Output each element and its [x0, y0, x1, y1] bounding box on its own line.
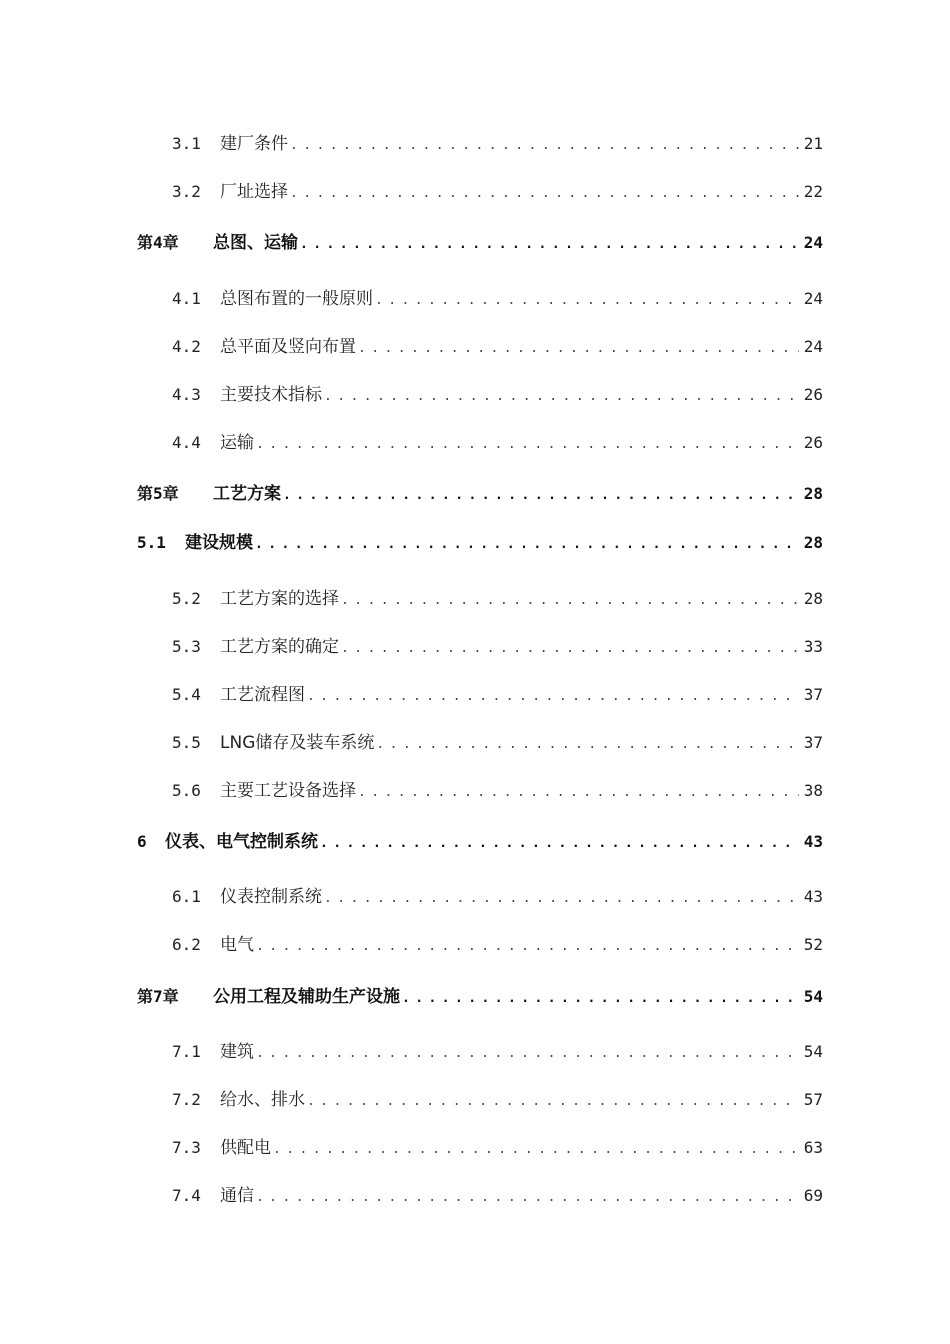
toc-chapter-entry[interactable]	[137, 482, 823, 506]
dot-leader	[320, 832, 799, 856]
toc-section-entry[interactable]	[137, 531, 823, 555]
dot-leader	[256, 1186, 799, 1210]
toc-entry-page: 69	[803, 1186, 823, 1205]
dot-leader	[256, 1042, 799, 1066]
dot-leader	[307, 685, 799, 709]
toc-entry-title: 建筑	[220, 1042, 254, 1062]
toc-entry-page: 37	[803, 685, 823, 704]
toc-entry-number: 4.4	[172, 433, 201, 452]
toc-entry-number: 5.6	[172, 781, 201, 800]
toc-entry-number: 4.2	[172, 337, 201, 356]
toc-entry-page: 24	[803, 289, 823, 308]
dot-leader	[324, 887, 799, 911]
toc-entry-number: 5.4	[172, 685, 201, 704]
dot-leader	[376, 733, 799, 757]
toc-entry-page: 24	[803, 337, 823, 356]
toc-entry[interactable]	[172, 587, 823, 611]
toc-entry-title: 主要工艺设备选择	[220, 781, 356, 801]
toc-entry-page: 26	[803, 433, 823, 452]
toc-entry-number: 第5章	[137, 484, 179, 503]
toc-entry[interactable]	[172, 1184, 823, 1208]
toc-entry-page: 38	[803, 781, 823, 800]
toc-entry-number: 第7章	[137, 987, 179, 1006]
toc-entry-page: 43	[803, 832, 823, 851]
dot-leader	[283, 484, 799, 508]
toc-entry[interactable]	[172, 335, 823, 359]
toc-entry-page: 21	[803, 134, 823, 153]
toc-entry-page: 37	[803, 733, 823, 752]
toc-entry-page: 28	[803, 484, 823, 503]
toc-entry-number: 5.3	[172, 637, 201, 656]
toc-entry-title: 工艺方案的选择	[220, 589, 339, 609]
toc-entry-page: 28	[803, 533, 823, 552]
toc-entry-title: 仪表控制系统	[220, 887, 322, 907]
toc-entry-title: 主要技术指标	[220, 385, 322, 405]
toc-entry-title: 工艺方案的确定	[220, 637, 339, 657]
toc-entry-number: 5.2	[172, 589, 201, 608]
toc-entry[interactable]	[172, 132, 823, 156]
dot-leader	[255, 533, 799, 557]
toc-entry-title: 运输	[220, 433, 254, 453]
toc-entry-number: 6.1	[172, 887, 201, 906]
toc-entry-page: 63	[803, 1138, 823, 1157]
toc-entry[interactable]	[172, 287, 823, 311]
toc-entry-title: 总图、运输	[213, 233, 298, 253]
dot-leader	[341, 589, 799, 613]
toc-entry-page: 54	[803, 987, 823, 1006]
toc-entry-number: 4.3	[172, 385, 201, 404]
dot-leader	[290, 182, 799, 206]
toc-entry[interactable]	[172, 180, 823, 204]
toc-entry[interactable]	[172, 1040, 823, 1064]
dot-leader	[273, 1138, 799, 1162]
toc-entry-title: LNG储存及装车系统	[220, 733, 375, 753]
toc-entry-title: 厂址选择	[220, 182, 288, 202]
toc-chapter-entry[interactable]	[137, 985, 823, 1009]
toc-entry-number: 6	[137, 832, 147, 851]
toc-entry[interactable]	[172, 1088, 823, 1112]
dot-leader	[324, 385, 799, 409]
toc-entry[interactable]	[172, 779, 823, 803]
toc-entry[interactable]	[172, 635, 823, 659]
toc-entry-number: 5.1	[137, 533, 166, 552]
dot-leader	[375, 289, 799, 313]
toc-entry-title: 建厂条件	[220, 134, 288, 154]
toc-entry-title: 给水、排水	[220, 1090, 305, 1110]
dot-leader	[300, 233, 799, 257]
dot-leader	[307, 1090, 799, 1114]
dot-leader	[256, 433, 799, 457]
toc-entry[interactable]	[172, 731, 823, 755]
toc-entry-page: 24	[803, 233, 823, 252]
toc-entry-title: 总平面及竖向布置	[220, 337, 356, 357]
toc-entry-title: 工艺方案	[213, 484, 281, 504]
toc-entry-page: 54	[803, 1042, 823, 1061]
toc-entry[interactable]	[172, 933, 823, 957]
toc-entry-title: 总图布置的一般原则	[220, 289, 373, 309]
toc-entry-number: 7.1	[172, 1042, 201, 1061]
toc-entry-number: 7.2	[172, 1090, 201, 1109]
toc-entry-number: 第4章	[137, 233, 179, 252]
dot-leader	[341, 637, 799, 661]
toc-entry-title: 供配电	[220, 1138, 271, 1158]
dot-leader	[402, 987, 799, 1011]
toc-entry-number: 3.2	[172, 182, 201, 201]
toc-chapter-entry[interactable]	[137, 830, 823, 854]
dot-leader	[358, 337, 799, 361]
toc-entry[interactable]	[172, 383, 823, 407]
toc-entry-page: 43	[803, 887, 823, 906]
toc-entry-number: 7.4	[172, 1186, 201, 1205]
toc-entry-number: 7.3	[172, 1138, 201, 1157]
toc-entry-page: 52	[803, 935, 823, 954]
dot-leader	[256, 935, 799, 959]
toc-entry[interactable]	[172, 431, 823, 455]
toc-chapter-entry[interactable]	[137, 231, 823, 255]
toc-entry-page: 33	[803, 637, 823, 656]
toc-entry-title: 工艺流程图	[220, 685, 305, 705]
toc-entry-title: 公用工程及辅助生产设施	[213, 987, 400, 1007]
toc-entry[interactable]	[172, 683, 823, 707]
toc-entry[interactable]	[172, 1136, 823, 1160]
dot-leader	[290, 134, 799, 158]
toc-entry[interactable]	[172, 885, 823, 909]
toc-entry-page: 26	[803, 385, 823, 404]
toc-entry-page: 57	[803, 1090, 823, 1109]
toc-entry-page: 22	[803, 182, 823, 201]
toc-entry-number: 5.5	[172, 733, 201, 752]
dot-leader	[358, 781, 799, 805]
toc-entry-number: 4.1	[172, 289, 201, 308]
toc-entry-number: 6.2	[172, 935, 201, 954]
toc-entry-title: 仪表、电气控制系统	[165, 832, 318, 852]
toc-entry-title: 建设规模	[185, 533, 253, 553]
toc-entry-page: 28	[803, 589, 823, 608]
toc-entry-title: 电气	[220, 935, 254, 955]
toc-entry-number: 3.1	[172, 134, 201, 153]
toc-entry-title: 通信	[220, 1186, 254, 1206]
